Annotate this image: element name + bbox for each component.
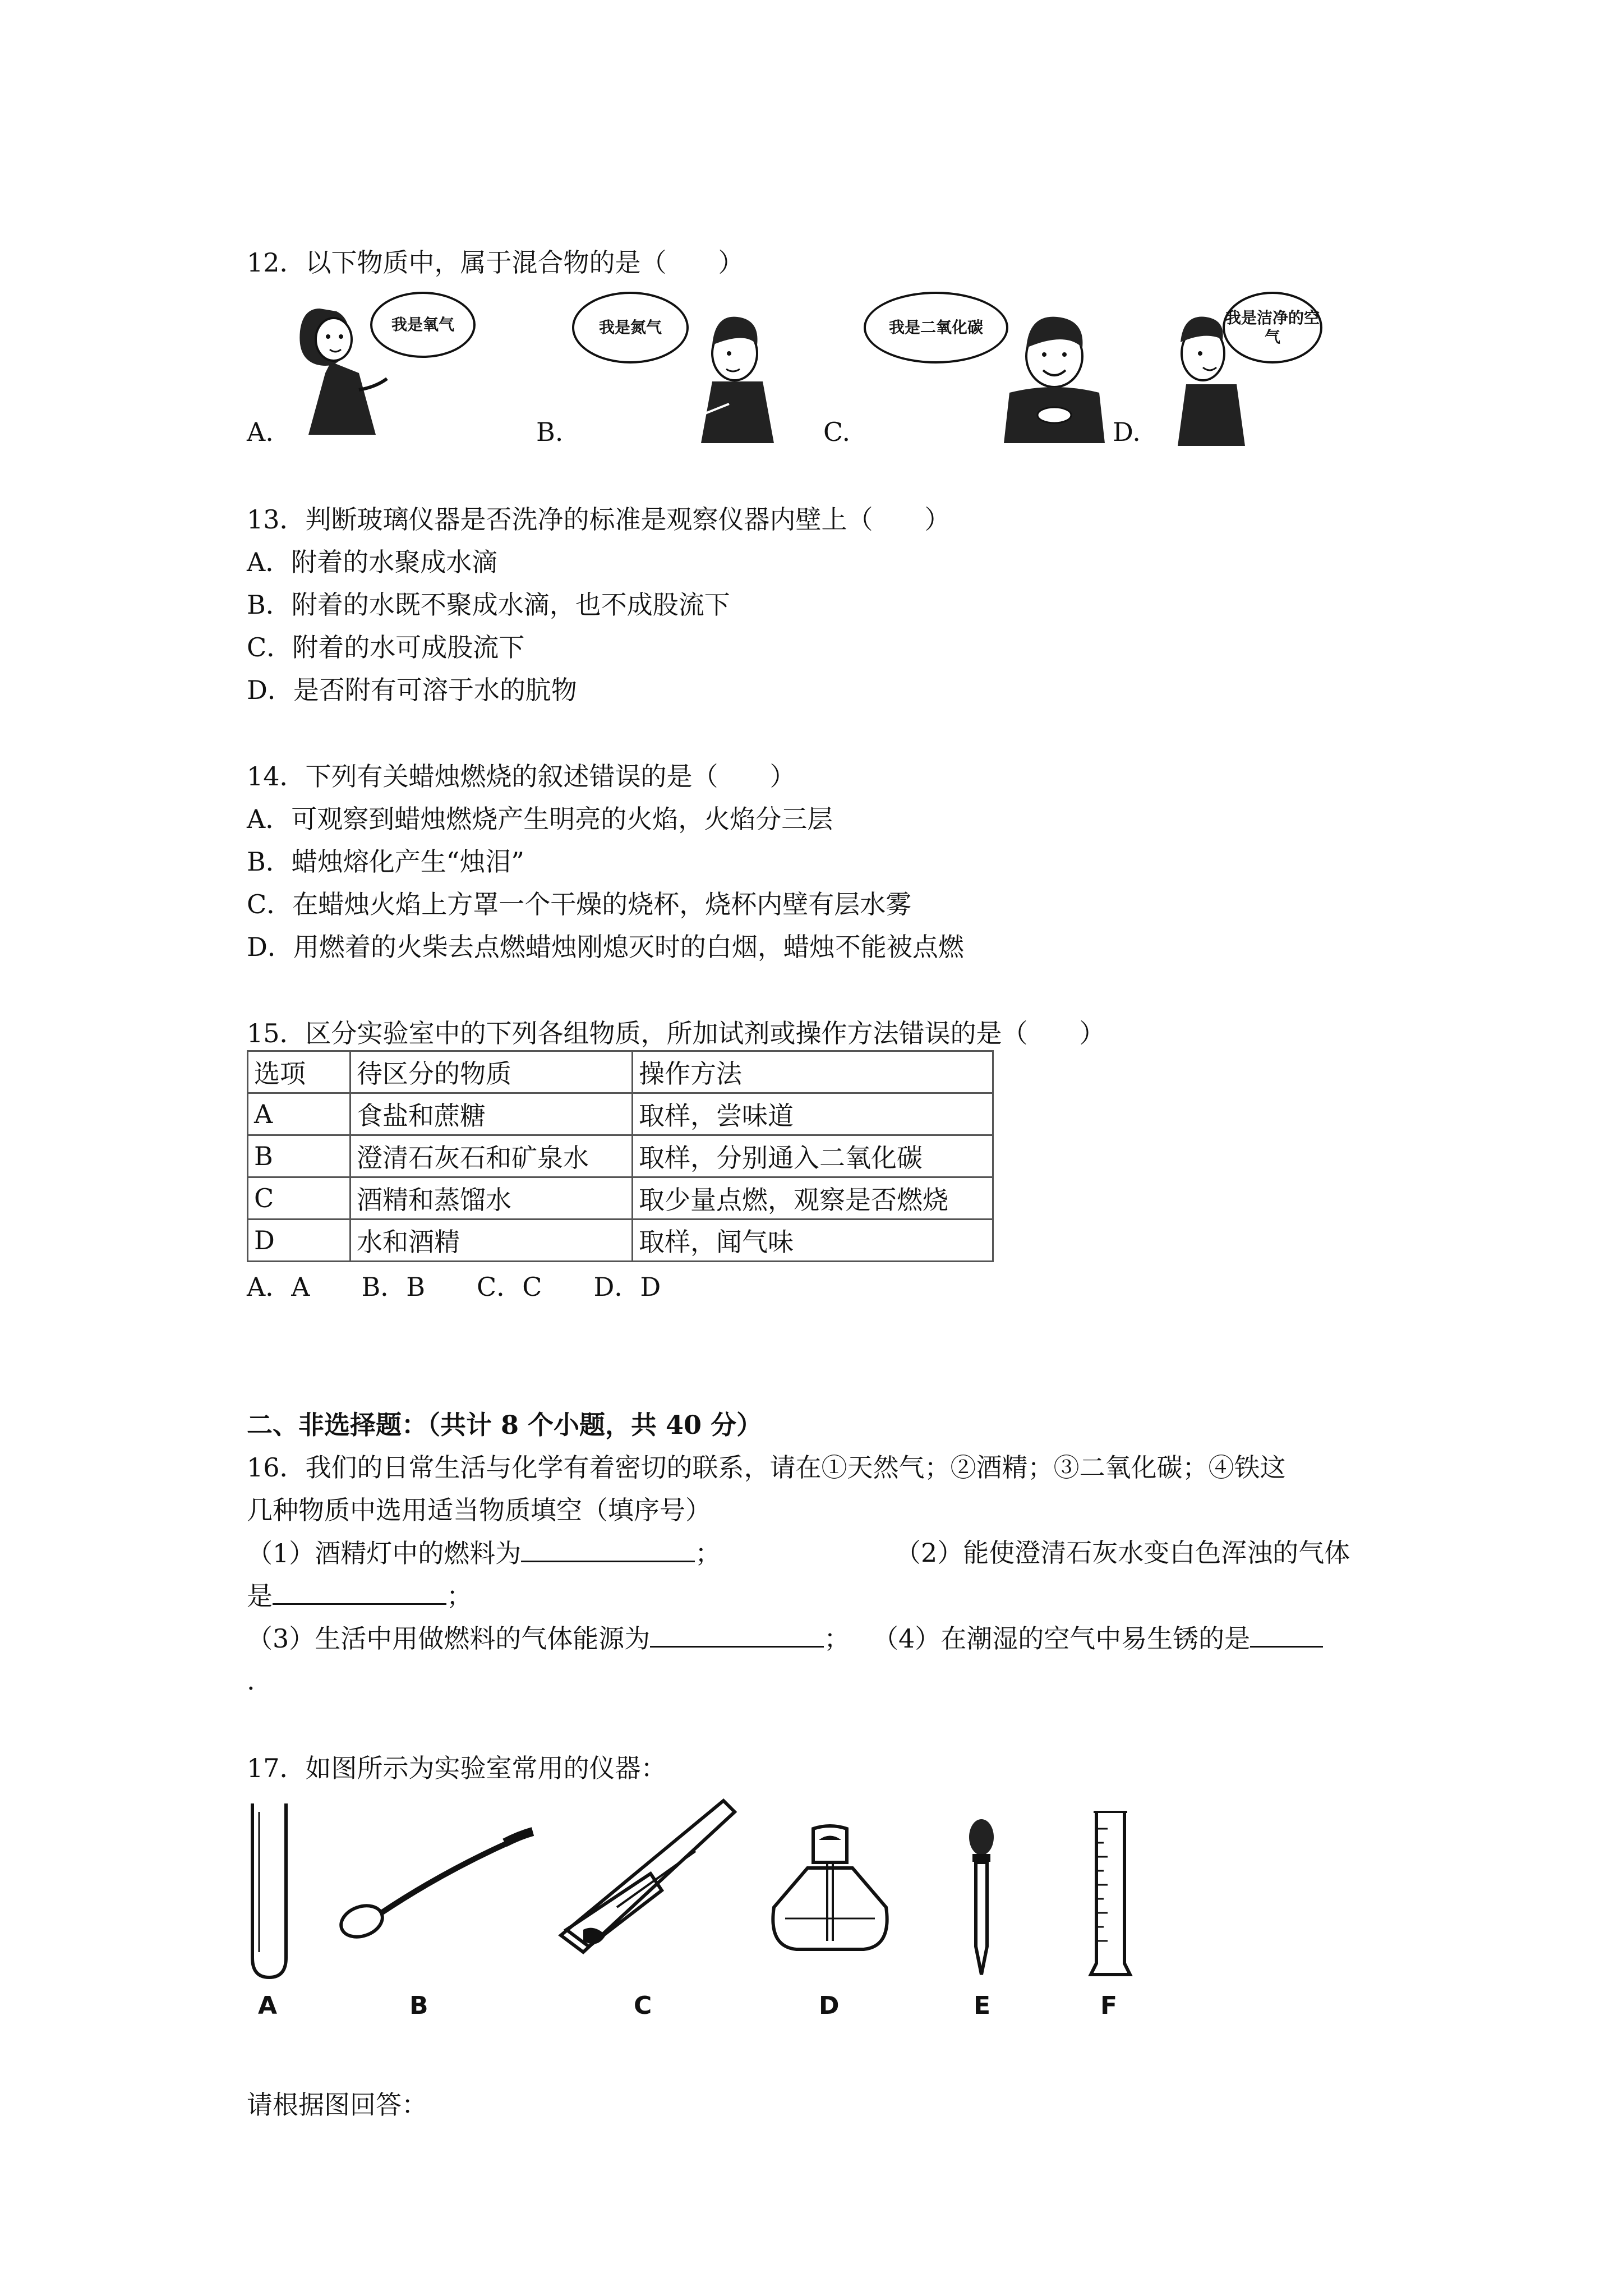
q16-line-1: 16．我们的日常生活与化学有着密切的联系，请在①天然气；②酒精；③二氧化碳；④铁这: [247, 1452, 1286, 1483]
q16-part-2-end: ；: [446, 1581, 472, 1611]
q14-option-a: A．可观察到蜡烛燃烧产生明亮的火焰，火焰分三层: [247, 804, 833, 834]
table-row: [248, 1135, 993, 1177]
q14-option-d: D．用燃着的火柴去点燃蜡烛刚熄灭时的白烟，蜡烛不能被点燃: [247, 932, 964, 962]
test-tube-icon: [247, 1801, 292, 1980]
q16-part-1-end: ；: [695, 1538, 721, 1568]
q16-part-3-text: （3）生活中用做燃料的气体能源为: [247, 1623, 651, 1654]
apparatus-label-c: C: [634, 1991, 652, 2020]
table-cell: 取样，分别通入二氧化碳: [633, 1135, 993, 1177]
q13-stem: 13．判断玻璃仪器是否洗净的标准是观察仪器内壁上（ ）: [247, 504, 951, 535]
graduated-cylinder-icon: [1088, 1806, 1133, 1980]
table-cell: 取少量点燃，观察是否燃烧: [633, 1177, 993, 1220]
table-header-cell: 选项: [248, 1051, 351, 1093]
table-cell: 水和酒精: [351, 1220, 633, 1262]
q16-part-2-cont: [247, 1577, 472, 1614]
table-row: [248, 1177, 993, 1220]
q12-cartoon-b: [572, 286, 808, 449]
q14-option-c: C．在蜡烛火焰上方罩一个干燥的烧杯，烧杯内壁有层水雾: [247, 889, 912, 919]
table-cell: 取样，闻气味: [633, 1220, 993, 1262]
q16-part-1-text: （1）酒精灯中的燃料为: [247, 1538, 522, 1568]
speech-bubble-b: 我是氮气: [572, 292, 689, 364]
q14-stem: 14．下列有关蜡烛燃烧的叙述错误的是（ ）: [247, 761, 796, 792]
q15-table: [247, 1050, 994, 1262]
q13-option-d: D．是否附有可溶于水的肮物: [247, 675, 577, 705]
q17-stem: 17．如图所示为实验室常用的仪器：: [247, 1753, 667, 1783]
table-cell: D: [248, 1220, 351, 1262]
table-header-cell: 待区分的物质: [351, 1051, 633, 1093]
q16-blank-4[interactable]: [1250, 1620, 1323, 1648]
table-cell: C: [248, 1177, 351, 1220]
table-cell: B: [248, 1135, 351, 1177]
table-cell: 取样，尝味道: [633, 1093, 993, 1135]
alcohol-lamp-icon: [763, 1823, 897, 1958]
q17-followup: 请根据图回答：: [247, 2090, 427, 2120]
q16-part-1: [247, 1535, 721, 1571]
q13-option-a: A．附着的水聚成水滴: [247, 547, 498, 577]
table-cell: 食盐和蔗糖: [351, 1093, 633, 1135]
table-header-cell: 操作方法: [633, 1051, 993, 1093]
q12-stem: 12．以下物质中，属于混合物的是（ ）: [247, 247, 744, 278]
speech-bubble-a: 我是氧气: [370, 292, 476, 358]
q16-part-2-cont-text: 是: [247, 1581, 273, 1611]
q15-answers: A．A B．B C．C D．D: [247, 1272, 661, 1302]
speech-bubble-c: 我是二氧化碳: [864, 292, 1008, 364]
q16-blank-2[interactable]: [273, 1577, 446, 1605]
speech-bubble-d: 我是洁净的空气: [1223, 292, 1322, 364]
test-tube-clamp-icon: [550, 1795, 740, 1963]
q16-line-2: 几种物质中选用适当物质填空（填序号）: [247, 1495, 711, 1525]
dropper-icon: [965, 1818, 998, 1980]
q12-option-a-letter: A.: [247, 417, 274, 447]
section-2-title: 二、非选择题：（共计 8 个小题，共 40 分）: [247, 1410, 763, 1440]
q16-part-4-text: （4）在潮湿的空气中易生锈的是: [873, 1623, 1251, 1654]
apparatus-label-e: E: [974, 1991, 991, 2020]
spoon-icon: [336, 1823, 538, 1947]
q16-blank-3[interactable]: [650, 1620, 824, 1648]
q14-option-b: B．蜡烛熔化产生“烛泪”: [247, 846, 524, 877]
q12-cartoon-a: [280, 292, 454, 443]
q12-option-b-letter: B.: [536, 417, 564, 447]
apparatus-label-b: B: [409, 1991, 428, 2020]
q16-part-4-end: .: [247, 1665, 255, 1696]
q16-part-2: （2）能使澄清石灰水变白色浑浊的气体: [895, 1538, 1350, 1568]
apparatus-label-a: A: [258, 1991, 278, 2020]
q16-blank-1[interactable]: [521, 1535, 695, 1562]
q13-option-b: B．附着的水既不聚成水滴，也不成股流下: [247, 590, 730, 620]
table-row: [248, 1093, 993, 1135]
q16-part-3-end: ；: [824, 1623, 850, 1654]
q12-cartoon-c: [864, 286, 1122, 449]
q12-option-c-letter: C.: [823, 417, 851, 447]
table-header-row: [248, 1051, 993, 1093]
table-cell: A: [248, 1093, 351, 1135]
q12-cartoon-d: [1155, 292, 1324, 449]
apparatus-label-d: D: [819, 1991, 840, 2020]
q16-part-3: [247, 1620, 850, 1657]
table-cell: 澄清石灰石和矿泉水: [351, 1135, 633, 1177]
table-cell: 酒精和蒸馏水: [351, 1177, 633, 1220]
q13-option-c: C．附着的水可成股流下: [247, 632, 525, 662]
table-row: [248, 1220, 993, 1262]
apparatus-label-f: F: [1100, 1991, 1118, 2020]
q16-part-4: [873, 1620, 1323, 1657]
q12-option-d-letter: D.: [1113, 417, 1141, 447]
q15-stem: 15．区分实验室中的下列各组物质，所加试剂或操作方法错误的是（ ）: [247, 1018, 1105, 1048]
